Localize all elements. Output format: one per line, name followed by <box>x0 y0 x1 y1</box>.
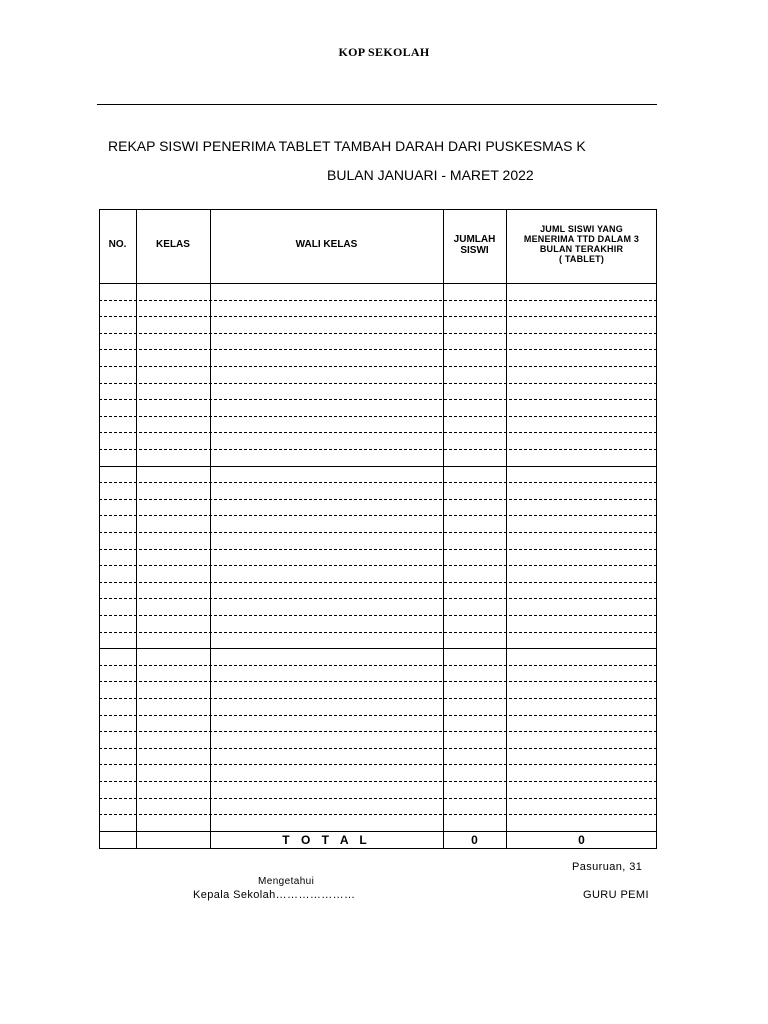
total-siswi-ttd: 0 <box>578 833 585 847</box>
column-header-ttd-line: BULAN TERAKHIR <box>539 244 624 254</box>
column-header-ttd-line: MENERIMA TTD DALAM 3 <box>523 234 640 244</box>
column-header-no: NO. <box>108 239 127 250</box>
column-header-wali-kelas: WALI KELAS <box>295 239 358 250</box>
column-header-jumlah-line: SISWI <box>460 245 489 256</box>
column-header-ttd-line: JUML SISWI YANG <box>540 224 623 234</box>
column-header-siswi-ttd <box>506 224 657 264</box>
teacher-signature-label: GURU PEMI <box>583 889 649 901</box>
letterhead: KOP SEKOLAH <box>338 45 430 59</box>
place-date: Pasuruan, 31 <box>572 861 643 873</box>
column-header-kelas: KELAS <box>156 239 190 250</box>
document-title: REKAP SISWI PENERIMA TABLET TAMBAH DARAH DARI PUSKESMAS K <box>108 138 586 154</box>
column-header-jumlah-line: JUMLAH <box>453 234 496 245</box>
document-subtitle: BULAN JANUARI - MARET 2022 <box>327 167 534 183</box>
recap-table <box>99 209 657 849</box>
column-header-jumlah-siswi <box>443 234 506 256</box>
letterhead-divider <box>97 104 657 105</box>
acknowledged-label: Mengetahui <box>258 876 315 887</box>
principal-signature-line: Kepala Sekolah………………… <box>193 889 356 901</box>
total-label: T O T A L <box>282 833 371 847</box>
total-jumlah-siswi: 0 <box>471 833 478 847</box>
table-border <box>100 210 657 849</box>
column-header-ttd-line: ( TABLET) <box>558 254 605 264</box>
